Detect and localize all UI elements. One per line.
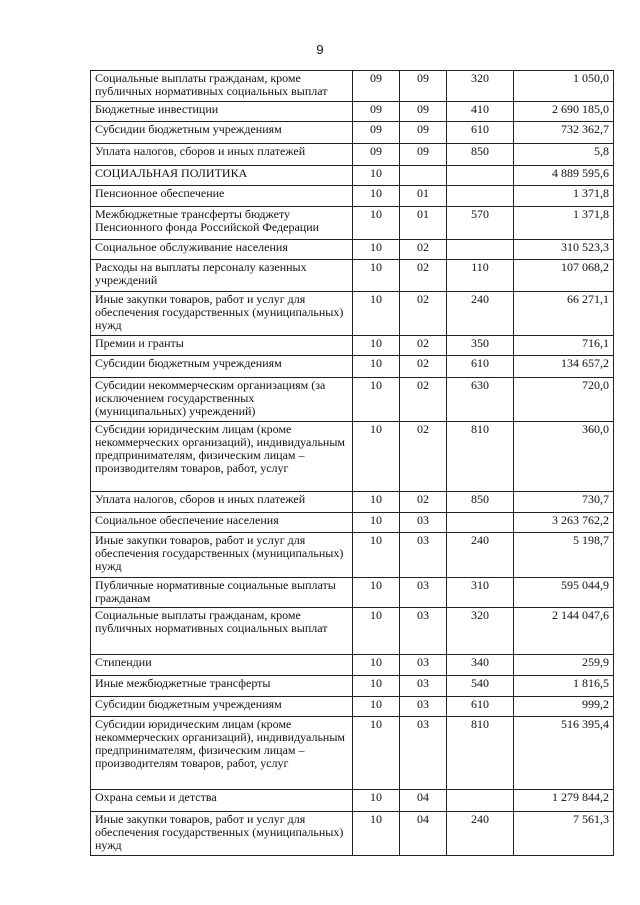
row-subsection-code: 09: [400, 71, 447, 102]
row-section-code: 10: [353, 655, 400, 676]
row-subsection-code: 03: [400, 513, 447, 533]
row-section-code: 10: [353, 240, 400, 260]
row-expense-type-code: 240: [447, 812, 514, 856]
row-subsection-code: 02: [400, 356, 447, 378]
row-name: Социальное обслуживание населения: [91, 240, 353, 260]
row-name: Иные закупки товаров, работ и услуг для обеспечения государственных (муниципальных) нужд: [91, 292, 353, 336]
page-number: 9: [316, 42, 324, 57]
row-expense-type-code: 240: [447, 533, 514, 578]
row-subsection-code: 02: [400, 336, 447, 356]
row-subsection-code: 02: [400, 260, 447, 292]
table-row: [91, 71, 614, 102]
table-row: [91, 240, 614, 260]
row-amount: 360,0: [514, 422, 614, 492]
row-section-code: 10: [353, 717, 400, 790]
table-row: [91, 655, 614, 676]
table-row: [91, 336, 614, 356]
row-name: Уплата налогов, сборов и иных платежей: [91, 492, 353, 513]
row-section-code: 09: [353, 122, 400, 144]
row-name: Охрана семьи и детства: [91, 790, 353, 812]
row-section-code: 09: [353, 102, 400, 122]
row-name: Пенсионное обеспечение: [91, 186, 353, 207]
row-name: Бюджетные инвестиции: [91, 102, 353, 122]
row-name: СОЦИАЛЬНАЯ ПОЛИТИКА: [91, 166, 353, 186]
row-section-code: 10: [353, 697, 400, 717]
row-amount: 3 263 762,2: [514, 513, 614, 533]
row-subsection-code: 09: [400, 144, 447, 166]
row-name: Социальное обеспечение населения: [91, 513, 353, 533]
table-row: [91, 102, 614, 122]
row-subsection-code: 01: [400, 186, 447, 207]
table-row: [91, 144, 614, 166]
row-name: Субсидии бюджетным учреждениям: [91, 356, 353, 378]
row-section-code: 10: [353, 790, 400, 812]
row-name: Субсидии бюджетным учреждениям: [91, 697, 353, 717]
table-row: [91, 260, 614, 292]
row-name: Субсидии юридическим лицам (кроме некоммерческих организаций), индивидуальным предпринимателям, физическим лицам – производителям товаров, работ, услуг: [91, 422, 353, 492]
row-amount: 1 050,0: [514, 71, 614, 102]
row-amount: 1 371,8: [514, 186, 614, 207]
row-amount: 5 198,7: [514, 533, 614, 578]
row-amount: 1 816,5: [514, 676, 614, 697]
table-row: [91, 676, 614, 697]
table-row: [91, 717, 614, 790]
table-row: [91, 122, 614, 144]
row-section-code: 10: [353, 676, 400, 697]
row-expense-type-code: 320: [447, 71, 514, 102]
row-expense-type-code: 540: [447, 676, 514, 697]
row-name: Премии и гранты: [91, 336, 353, 356]
row-amount: 4 889 595,6: [514, 166, 614, 186]
row-subsection-code: [400, 166, 447, 186]
row-amount: 134 657,2: [514, 356, 614, 378]
row-amount: 259,9: [514, 655, 614, 676]
row-amount: 7 561,3: [514, 812, 614, 856]
row-expense-type-code: 610: [447, 356, 514, 378]
row-section-code: 10: [353, 422, 400, 492]
row-subsection-code: 03: [400, 717, 447, 790]
row-section-code: 10: [353, 578, 400, 608]
row-expense-type-code: [447, 240, 514, 260]
row-expense-type-code: [447, 790, 514, 812]
row-expense-type-code: 850: [447, 492, 514, 513]
row-amount: 999,2: [514, 697, 614, 717]
row-expense-type-code: 350: [447, 336, 514, 356]
row-subsection-code: 02: [400, 492, 447, 513]
row-amount: 720,0: [514, 378, 614, 422]
table-row: [91, 422, 614, 492]
row-name: Социальные выплаты гражданам, кроме публичных нормативных социальных выплат: [91, 71, 353, 102]
table-row: [91, 492, 614, 513]
row-name: Расходы на выплаты персоналу казенных учреждений: [91, 260, 353, 292]
row-section-code: 10: [353, 608, 400, 655]
table-row: [91, 533, 614, 578]
row-section-code: 10: [353, 356, 400, 378]
row-expense-type-code: 810: [447, 717, 514, 790]
row-expense-type-code: 810: [447, 422, 514, 492]
row-subsection-code: 03: [400, 676, 447, 697]
row-amount: 310 523,3: [514, 240, 614, 260]
row-name: Межбюджетные трансферты бюджету Пенсионного фонда Российской Федерации: [91, 207, 353, 240]
table-row: [91, 697, 614, 717]
row-subsection-code: 09: [400, 122, 447, 144]
row-subsection-code: 03: [400, 608, 447, 655]
table-row: [91, 790, 614, 812]
table-row: [91, 207, 614, 240]
row-section-code: 10: [353, 166, 400, 186]
row-amount: 66 271,1: [514, 292, 614, 336]
row-name: Иные межбюджетные трансферты: [91, 676, 353, 697]
row-amount: 107 068,2: [514, 260, 614, 292]
row-subsection-code: 03: [400, 578, 447, 608]
row-expense-type-code: 630: [447, 378, 514, 422]
row-section-code: 10: [353, 533, 400, 578]
row-name: Уплата налогов, сборов и иных платежей: [91, 144, 353, 166]
row-expense-type-code: 410: [447, 102, 514, 122]
row-subsection-code: 03: [400, 655, 447, 676]
table-row: [91, 166, 614, 186]
row-subsection-code: 04: [400, 812, 447, 856]
row-name: Субсидии юридическим лицам (кроме некоммерческих организаций), индивидуальным предпринимателям, физическим лицам – производителям товаров, работ, услуг: [91, 717, 353, 790]
row-section-code: 09: [353, 144, 400, 166]
row-amount: 1 279 844,2: [514, 790, 614, 812]
table-row: [91, 513, 614, 533]
row-subsection-code: 02: [400, 422, 447, 492]
table-row: [91, 812, 614, 856]
row-expense-type-code: 110: [447, 260, 514, 292]
row-expense-type-code: [447, 166, 514, 186]
row-amount: 2 690 185,0: [514, 102, 614, 122]
row-section-code: 10: [353, 292, 400, 336]
row-amount: 595 044,9: [514, 578, 614, 608]
row-expense-type-code: 610: [447, 697, 514, 717]
row-amount: 1 371,8: [514, 207, 614, 240]
row-subsection-code: 02: [400, 240, 447, 260]
row-amount: 732 362,7: [514, 122, 614, 144]
row-section-code: 10: [353, 186, 400, 207]
row-name: Стипендии: [91, 655, 353, 676]
row-section-code: 10: [353, 378, 400, 422]
row-expense-type-code: [447, 186, 514, 207]
row-section-code: 09: [353, 71, 400, 102]
row-name: Иные закупки товаров, работ и услуг для обеспечения государственных (муниципальных) нужд: [91, 812, 353, 856]
row-amount: 5,8: [514, 144, 614, 166]
table-row: [91, 292, 614, 336]
row-expense-type-code: 610: [447, 122, 514, 144]
row-section-code: 10: [353, 492, 400, 513]
row-expense-type-code: 570: [447, 207, 514, 240]
row-name: Субсидии бюджетным учреждениям: [91, 122, 353, 144]
row-expense-type-code: 240: [447, 292, 514, 336]
row-section-code: 10: [353, 812, 400, 856]
row-subsection-code: 02: [400, 378, 447, 422]
row-name: Субсидии некоммерческим организациям (за исключением государственных (муниципальных) учреждений): [91, 378, 353, 422]
row-expense-type-code: 320: [447, 608, 514, 655]
row-name: Иные закупки товаров, работ и услуг для обеспечения государственных (муниципальных) нужд: [91, 533, 353, 578]
row-subsection-code: 03: [400, 533, 447, 578]
row-expense-type-code: 310: [447, 578, 514, 608]
row-amount: 516 395,4: [514, 717, 614, 790]
table-row: [91, 378, 614, 422]
table-row: [91, 578, 614, 608]
row-amount: 2 144 047,6: [514, 608, 614, 655]
row-section-code: 10: [353, 513, 400, 533]
row-subsection-code: 03: [400, 697, 447, 717]
row-section-code: 10: [353, 260, 400, 292]
budget-table: [90, 70, 614, 856]
row-name: Публичные нормативные социальные выплаты гражданам: [91, 578, 353, 608]
row-expense-type-code: 850: [447, 144, 514, 166]
row-name: Социальные выплаты гражданам, кроме публичных нормативных социальных выплат: [91, 608, 353, 655]
row-expense-type-code: 340: [447, 655, 514, 676]
table-row: [91, 356, 614, 378]
row-subsection-code: 04: [400, 790, 447, 812]
table-row: [91, 186, 614, 207]
row-subsection-code: 01: [400, 207, 447, 240]
table-row: [91, 608, 614, 655]
row-section-code: 10: [353, 207, 400, 240]
row-subsection-code: 09: [400, 102, 447, 122]
row-section-code: 10: [353, 336, 400, 356]
row-subsection-code: 02: [400, 292, 447, 336]
row-amount: 730,7: [514, 492, 614, 513]
row-expense-type-code: [447, 513, 514, 533]
row-amount: 716,1: [514, 336, 614, 356]
